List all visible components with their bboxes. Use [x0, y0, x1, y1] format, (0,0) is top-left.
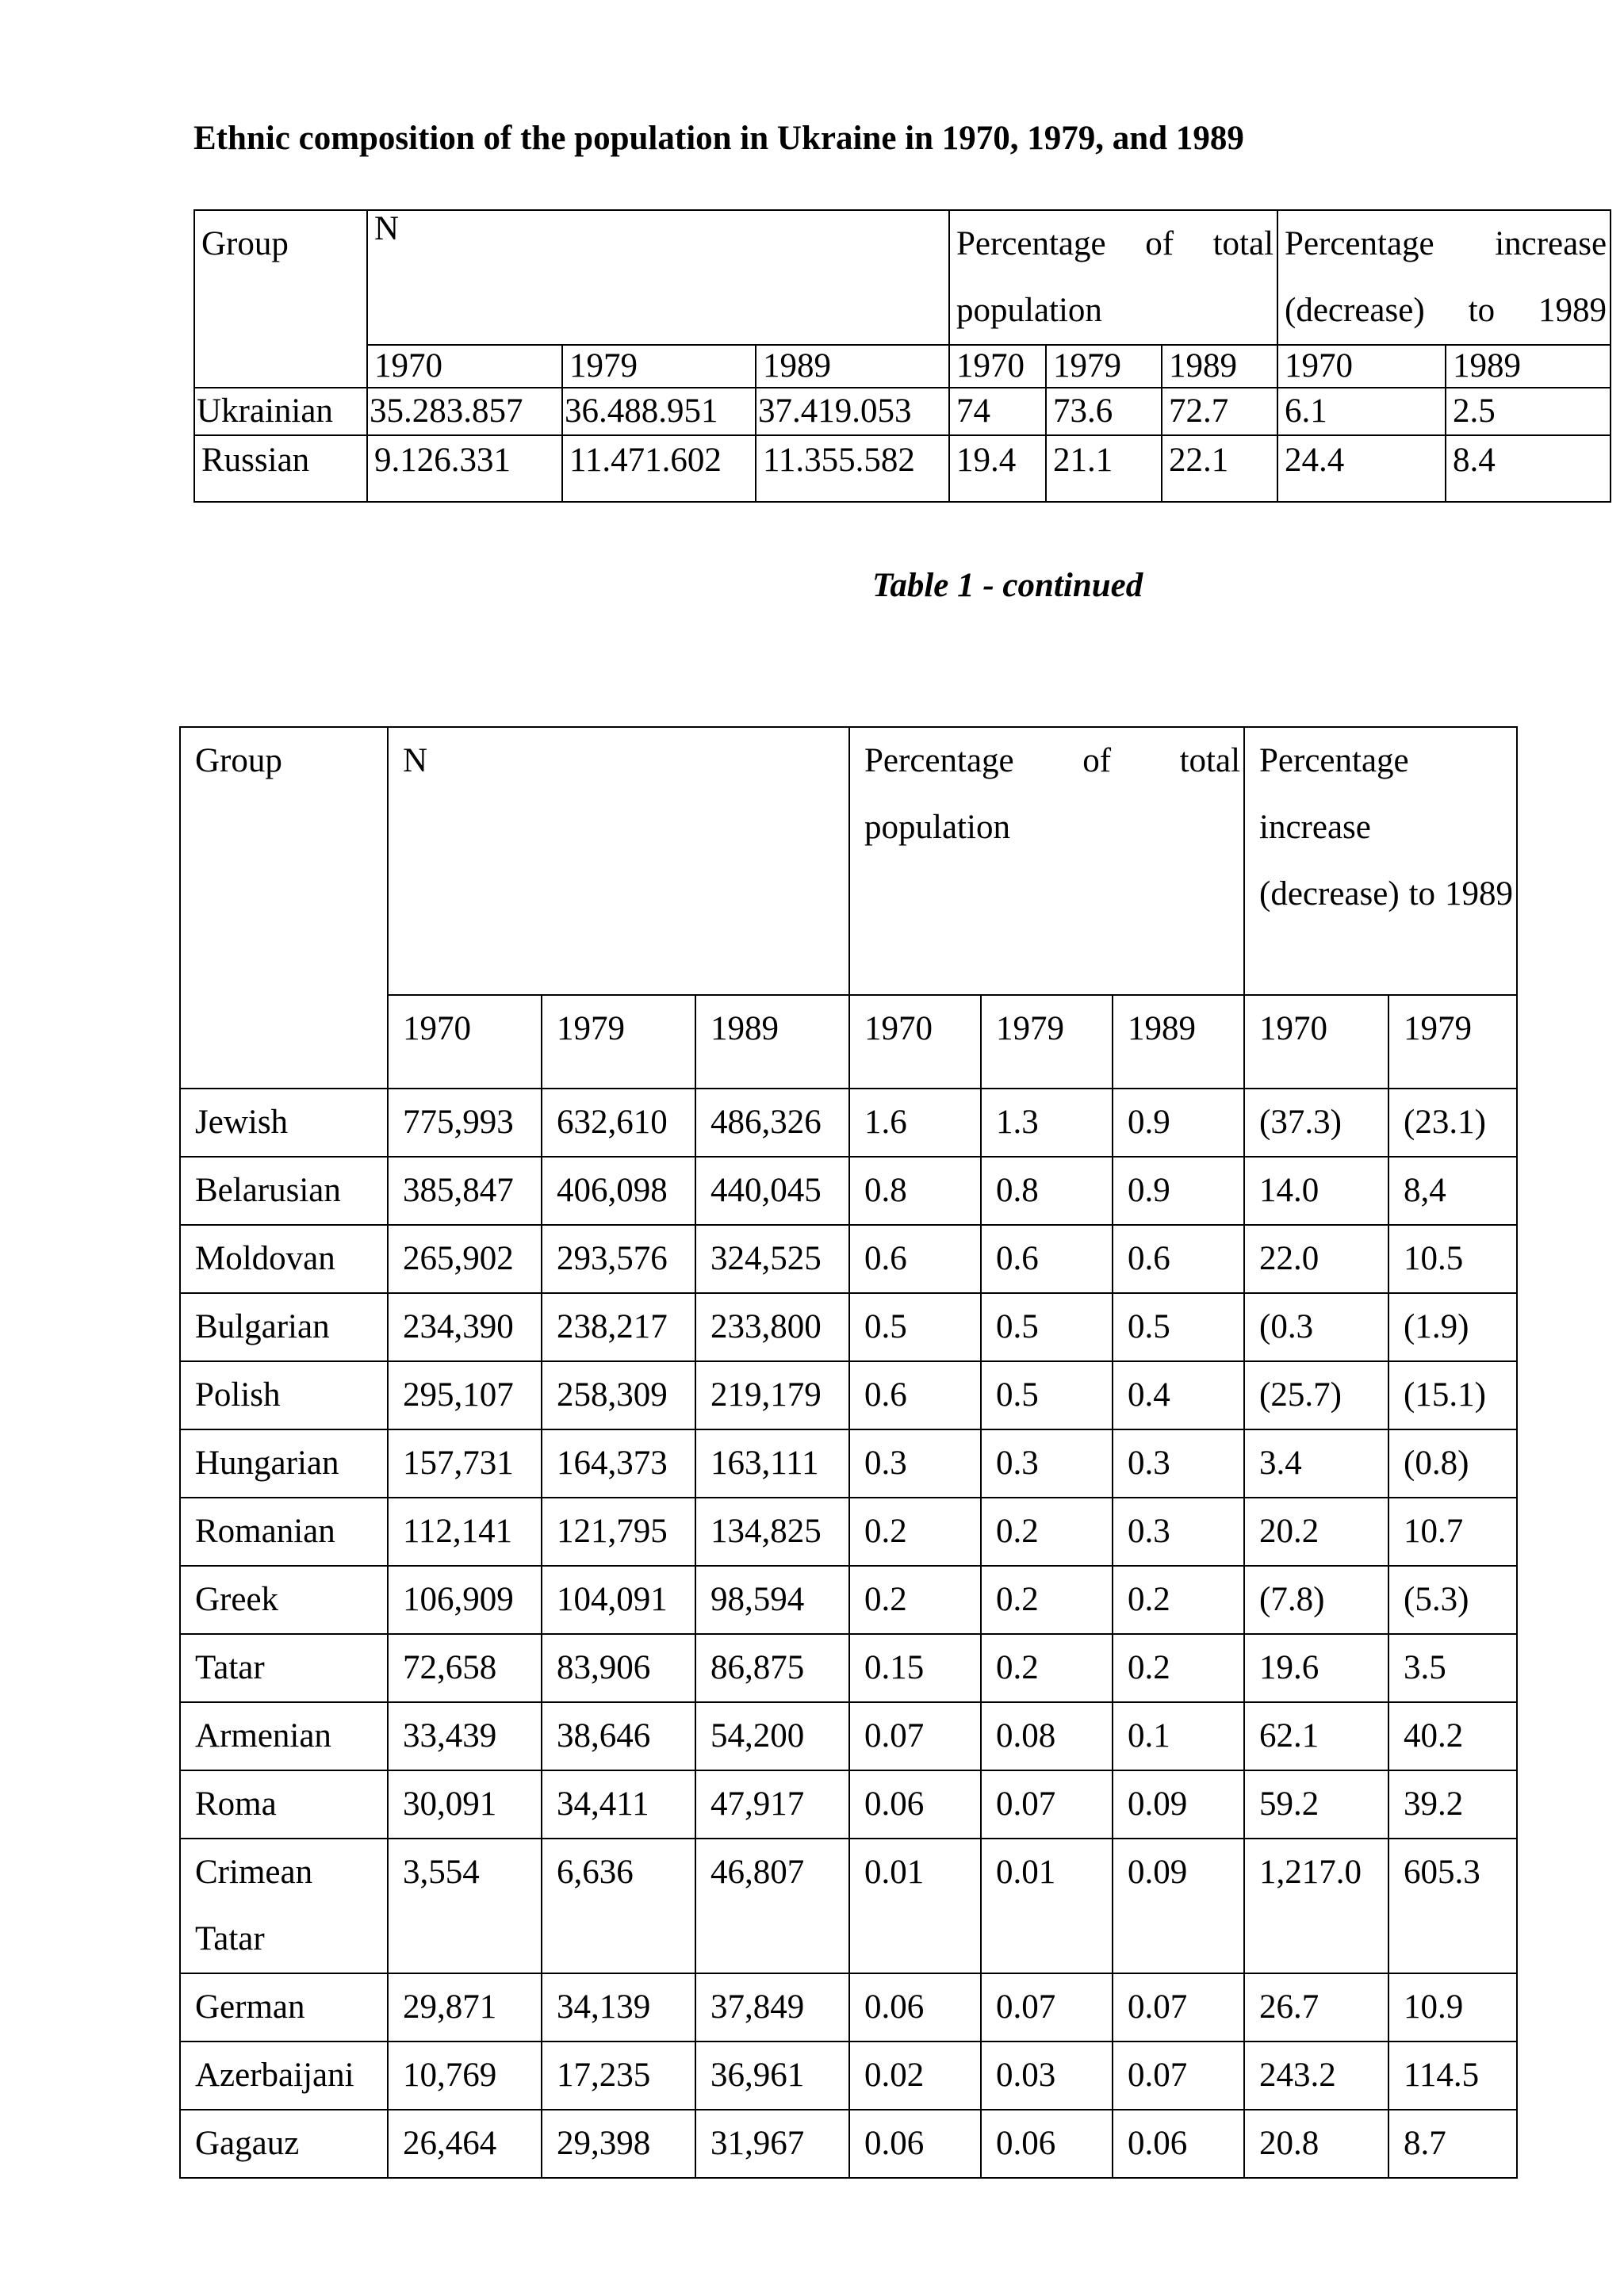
group-name-cell: Polish: [180, 1361, 388, 1429]
group-name-cell: Greek: [180, 1566, 388, 1634]
value-cell: 0.06: [1113, 2110, 1244, 2178]
cell: 73.6: [1046, 388, 1162, 435]
value-cell: 34,139: [542, 1973, 695, 2042]
value-cell: 775,993: [388, 1089, 542, 1157]
value-cell: 0.07: [849, 1702, 981, 1770]
group-name-cell: Moldovan: [180, 1225, 388, 1293]
table-row: [180, 1770, 1517, 1839]
table-row: [180, 1634, 1517, 1702]
value-cell: 19.6: [1244, 1634, 1388, 1702]
value-cell: 0.09: [1113, 1839, 1244, 1973]
value-cell: 0.1: [1113, 1702, 1244, 1770]
table-row: [180, 1429, 1517, 1498]
value-cell: 157,731: [388, 1429, 542, 1498]
value-cell: 0.01: [849, 1839, 981, 1973]
group-name-cell: Gagauz: [180, 2110, 388, 2178]
value-cell: 114.5: [1388, 2042, 1517, 2110]
value-cell: 233,800: [695, 1293, 849, 1361]
table-row: [180, 2110, 1517, 2178]
value-cell: 30,091: [388, 1770, 542, 1839]
header-group: Group: [180, 727, 388, 1089]
group-name-cell: Romanian: [180, 1498, 388, 1566]
value-cell: (0.8): [1388, 1429, 1517, 1498]
value-cell: 0.15: [849, 1634, 981, 1702]
value-cell: (25.7): [1244, 1361, 1388, 1429]
header-increase: Percentage increase (decrease) to 1989: [1277, 210, 1611, 345]
value-cell: 0.07: [1113, 1973, 1244, 2042]
header-n: N: [388, 727, 849, 995]
value-cell: 1.3: [981, 1089, 1113, 1157]
cell: 36.488.951: [562, 388, 756, 435]
value-cell: 0.06: [849, 1770, 981, 1839]
group-name-cell: Belarusian: [180, 1157, 388, 1225]
value-cell: 0.5: [849, 1293, 981, 1361]
group-name-cell: Armenian: [180, 1702, 388, 1770]
value-cell: 39.2: [1388, 1770, 1517, 1839]
value-cell: 293,576: [542, 1225, 695, 1293]
cell: 35.283.857: [367, 388, 562, 435]
value-cell: 0.2: [981, 1498, 1113, 1566]
value-cell: (15.1): [1388, 1361, 1517, 1429]
value-cell: 14.0: [1244, 1157, 1388, 1225]
value-cell: 605.3: [1388, 1839, 1517, 1973]
value-cell: 26.7: [1244, 1973, 1388, 2042]
group-name-cell: Roma: [180, 1770, 388, 1839]
cell: 11.471.602: [562, 435, 756, 502]
value-cell: 6,636: [542, 1839, 695, 1973]
value-cell: 164,373: [542, 1429, 695, 1498]
table-row: [180, 1361, 1517, 1429]
value-cell: 0.06: [849, 2110, 981, 2178]
value-cell: 8,4: [1388, 1157, 1517, 1225]
group-name-cell: Tatar: [180, 1634, 388, 1702]
year-header: 1979: [981, 995, 1113, 1089]
table-row: [180, 1225, 1517, 1293]
value-cell: 40.2: [1388, 1702, 1517, 1770]
cell: 6.1: [1277, 388, 1446, 435]
value-cell: 0.2: [981, 1634, 1113, 1702]
value-cell: 38,646: [542, 1702, 695, 1770]
year-header: 1989: [1162, 345, 1277, 388]
value-cell: 26,464: [388, 2110, 542, 2178]
value-cell: 1.6: [849, 1089, 981, 1157]
value-cell: 83,906: [542, 1634, 695, 1702]
year-header: 1979: [562, 345, 756, 388]
value-cell: 0.2: [981, 1566, 1113, 1634]
value-cell: 0.08: [981, 1702, 1113, 1770]
value-cell: 0.6: [981, 1225, 1113, 1293]
value-cell: 31,967: [695, 2110, 849, 2178]
value-cell: 36,961: [695, 2042, 849, 2110]
value-cell: 0.5: [981, 1361, 1113, 1429]
value-cell: 0.06: [981, 2110, 1113, 2178]
cell: 19.4: [949, 435, 1046, 502]
cell: Russian: [194, 435, 367, 502]
value-cell: 0.9: [1113, 1157, 1244, 1225]
value-cell: 59.2: [1244, 1770, 1388, 1839]
value-cell: 0.06: [849, 1973, 981, 2042]
table-row: [180, 1498, 1517, 1566]
value-cell: 0.4: [1113, 1361, 1244, 1429]
value-cell: 0.9: [1113, 1089, 1244, 1157]
value-cell: 1,217.0: [1244, 1839, 1388, 1973]
table-row: [180, 1973, 1517, 2042]
value-cell: 632,610: [542, 1089, 695, 1157]
table-row: [180, 1566, 1517, 1634]
value-cell: 258,309: [542, 1361, 695, 1429]
value-cell: (1.9): [1388, 1293, 1517, 1361]
value-cell: 0.2: [849, 1498, 981, 1566]
value-cell: 47,917: [695, 1770, 849, 1839]
cell: 74: [949, 388, 1046, 435]
value-cell: 486,326: [695, 1089, 849, 1157]
value-cell: 10.7: [1388, 1498, 1517, 1566]
year-header: 1970: [388, 995, 542, 1089]
value-cell: 29,871: [388, 1973, 542, 2042]
value-cell: (37.3): [1244, 1089, 1388, 1157]
value-cell: 440,045: [695, 1157, 849, 1225]
group-name-cell: Bulgarian: [180, 1293, 388, 1361]
table-row: [194, 435, 1611, 502]
header-increase: Percentage increase (decrease) to 1989: [1244, 727, 1517, 995]
value-cell: 234,390: [388, 1293, 542, 1361]
table-row: [180, 1839, 1517, 1973]
year-header: 1970: [1244, 995, 1388, 1089]
value-cell: 0.5: [1113, 1293, 1244, 1361]
value-cell: 0.07: [981, 1973, 1113, 2042]
year-header: 1970: [849, 995, 981, 1089]
ethnic-composition-table-continued: [179, 726, 1518, 2179]
group-name-cell: Hungarian: [180, 1429, 388, 1498]
cell: 8.4: [1446, 435, 1611, 502]
value-cell: 0.2: [849, 1566, 981, 1634]
value-cell: 0.07: [1113, 2042, 1244, 2110]
cell: 11.355.582: [756, 435, 949, 502]
value-cell: 0.6: [1113, 1225, 1244, 1293]
value-cell: 134,825: [695, 1498, 849, 1566]
year-header: 1979: [1388, 995, 1517, 1089]
year-header: 1989: [1113, 995, 1244, 1089]
value-cell: 3.4: [1244, 1429, 1388, 1498]
header-percentage: Percentage of total population: [949, 210, 1277, 345]
year-header: 1979: [542, 995, 695, 1089]
value-cell: 10.5: [1388, 1225, 1517, 1293]
ethnic-composition-table: [193, 209, 1611, 503]
value-cell: 3.5: [1388, 1634, 1517, 1702]
value-cell: 29,398: [542, 2110, 695, 2178]
value-cell: 0.8: [981, 1157, 1113, 1225]
value-cell: 121,795: [542, 1498, 695, 1566]
value-cell: 0.6: [849, 1361, 981, 1429]
value-cell: 265,902: [388, 1225, 542, 1293]
group-name-cell: Crimean Tatar: [180, 1839, 388, 1973]
cell: 24.4: [1277, 435, 1446, 502]
value-cell: 62.1: [1244, 1702, 1388, 1770]
value-cell: 0.2: [1113, 1566, 1244, 1634]
value-cell: 17,235: [542, 2042, 695, 2110]
table-row: [180, 1293, 1517, 1361]
value-cell: 406,098: [542, 1157, 695, 1225]
header-group: Group: [194, 210, 367, 388]
group-name-cell: Azerbaijani: [180, 2042, 388, 2110]
table-caption: Table 1 - continued: [872, 567, 1143, 604]
value-cell: 385,847: [388, 1157, 542, 1225]
year-header: 1970: [1277, 345, 1446, 388]
table-row: [180, 1157, 1517, 1225]
value-cell: 243.2: [1244, 2042, 1388, 2110]
value-cell: 238,217: [542, 1293, 695, 1361]
value-cell: 10.9: [1388, 1973, 1517, 2042]
group-name-cell: German: [180, 1973, 388, 2042]
year-header: 1989: [1446, 345, 1611, 388]
cell: 9.126.331: [367, 435, 562, 502]
value-cell: 106,909: [388, 1566, 542, 1634]
document-title: Ethnic composition of the population in Ukraine in 1970, 1979, and 1989: [193, 120, 1244, 157]
value-cell: 22.0: [1244, 1225, 1388, 1293]
value-cell: 104,091: [542, 1566, 695, 1634]
value-cell: 86,875: [695, 1634, 849, 1702]
cell: 21.1: [1046, 435, 1162, 502]
value-cell: 0.3: [1113, 1429, 1244, 1498]
cell: 72.7: [1162, 388, 1277, 435]
year-header: 1989: [756, 345, 949, 388]
value-cell: (0.3: [1244, 1293, 1388, 1361]
value-cell: 0.02: [849, 2042, 981, 2110]
value-cell: 0.8: [849, 1157, 981, 1225]
value-cell: (7.8): [1244, 1566, 1388, 1634]
value-cell: 0.01: [981, 1839, 1113, 1973]
value-cell: 37,849: [695, 1973, 849, 2042]
year-header: 1970: [367, 345, 562, 388]
table-row: [194, 388, 1611, 435]
value-cell: 10,769: [388, 2042, 542, 2110]
value-cell: 0.3: [849, 1429, 981, 1498]
value-cell: 0.3: [981, 1429, 1113, 1498]
value-cell: 98,594: [695, 1566, 849, 1634]
value-cell: 112,141: [388, 1498, 542, 1566]
year-header: 1979: [1046, 345, 1162, 388]
group-name-cell: Jewish: [180, 1089, 388, 1157]
table-row: [180, 1089, 1517, 1157]
value-cell: 33,439: [388, 1702, 542, 1770]
header-percentage: Percentage of total population: [849, 727, 1244, 995]
value-cell: 324,525: [695, 1225, 849, 1293]
year-header: 1970: [949, 345, 1046, 388]
value-cell: (23.1): [1388, 1089, 1517, 1157]
table-row: [180, 2042, 1517, 2110]
value-cell: 72,658: [388, 1634, 542, 1702]
value-cell: 20.8: [1244, 2110, 1388, 2178]
value-cell: 46,807: [695, 1839, 849, 1973]
value-cell: 295,107: [388, 1361, 542, 1429]
value-cell: 0.07: [981, 1770, 1113, 1839]
cell: 22.1: [1162, 435, 1277, 502]
value-cell: 34,411: [542, 1770, 695, 1839]
value-cell: 0.3: [1113, 1498, 1244, 1566]
year-header: 1989: [695, 995, 849, 1089]
table-row: [180, 1702, 1517, 1770]
value-cell: 54,200: [695, 1702, 849, 1770]
value-cell: 0.03: [981, 2042, 1113, 2110]
value-cell: 20.2: [1244, 1498, 1388, 1566]
header-n: N: [367, 210, 949, 345]
value-cell: 163,111: [695, 1429, 849, 1498]
cell: 37.419.053: [756, 388, 949, 435]
value-cell: 0.09: [1113, 1770, 1244, 1839]
cell: Ukrainian: [194, 388, 367, 435]
value-cell: 0.2: [1113, 1634, 1244, 1702]
value-cell: 219,179: [695, 1361, 849, 1429]
value-cell: 0.6: [849, 1225, 981, 1293]
cell: 2.5: [1446, 388, 1611, 435]
value-cell: (5.3): [1388, 1566, 1517, 1634]
value-cell: 8.7: [1388, 2110, 1517, 2178]
value-cell: 3,554: [388, 1839, 542, 1973]
value-cell: 0.5: [981, 1293, 1113, 1361]
